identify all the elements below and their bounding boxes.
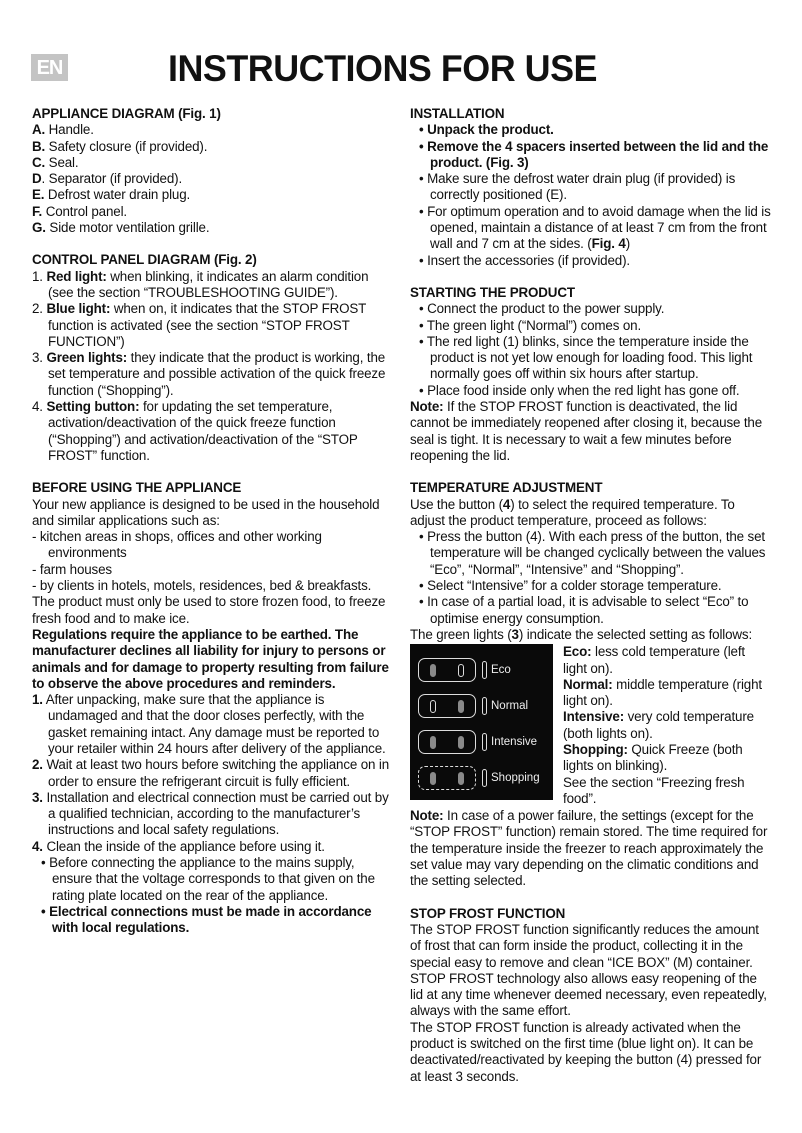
item-bold-ref: 4 — [502, 496, 511, 512]
item-label: G. — [32, 220, 46, 236]
page-title: INSTRUCTIONS FOR USE — [168, 48, 597, 89]
list-item — [410, 139, 772, 172]
item-text: Connect the product to the power supply. — [427, 301, 665, 317]
thermometer-icon — [482, 661, 487, 679]
paragraph — [410, 922, 772, 1020]
item-label: E. — [32, 187, 45, 203]
list-marker: • — [419, 529, 428, 545]
list-item — [32, 790, 394, 839]
list-item — [410, 334, 772, 383]
panel-row-normal — [410, 688, 553, 724]
list-marker: • — [419, 382, 428, 398]
setting-text: middle temperature (right light on). — [563, 676, 762, 709]
item-bold-ref: 3 — [511, 626, 519, 642]
item-text: ) — [625, 236, 631, 252]
list-marker: • — [419, 333, 427, 349]
green-light-icon — [430, 772, 436, 785]
light-pair — [418, 766, 476, 790]
green-lights-legend — [410, 644, 772, 807]
item-label: Blue light: — [46, 301, 111, 317]
item-text: Use the button ( — [410, 496, 503, 512]
list-item — [410, 171, 772, 204]
item-text: Regulations require the appliance to be earthed. The manufacturer declines all liability for injury to persons or animals and for damage to property resulting from failure to observe the above procedures and reminders. — [32, 626, 389, 691]
list-item — [32, 529, 394, 562]
item-text: Unpack the product. — [427, 122, 554, 138]
list-item — [410, 383, 772, 399]
list-marker: • — [419, 203, 428, 219]
item-text: . Separator (if provided). — [41, 171, 183, 187]
item-text: The red light (1) blinks, since the temperature inside the product is not yet low enough for loading food. This light normally goes off within six hours after startup. — [426, 333, 753, 382]
item-text: For optimum operation and to avoid damage when the lid is opened, maintain a distance of at least 7 cm from the front wall and 7 cm at the sides. ( — [427, 203, 771, 252]
item-label: C. — [32, 154, 46, 170]
paragraph — [410, 627, 772, 643]
item-text: Side motor ventilation grille. — [45, 220, 210, 236]
list-item — [32, 350, 394, 399]
item-text: Seal. — [45, 154, 79, 170]
section-heading: BEFORE USING THE APPLIANCE — [32, 480, 242, 496]
setting-name: Shopping: — [563, 741, 628, 757]
section-heading: APPLIANCE DIAGRAM (Fig. 1) — [32, 106, 221, 121]
light-pair — [418, 658, 476, 682]
setting-description — [563, 709, 772, 742]
list-item — [410, 578, 772, 594]
list-item — [32, 904, 394, 937]
setting-description — [563, 677, 772, 710]
item-text: Handle. — [45, 122, 94, 138]
item-label: Note: — [410, 399, 444, 415]
list-item — [32, 187, 394, 203]
paragraph — [410, 1020, 772, 1085]
list-item — [410, 204, 772, 253]
setting-name: Intensive: — [563, 709, 625, 725]
list-item — [32, 562, 394, 578]
item-text: In case of a partial load, it is advisable to select “Eco” to optimise energy consumption. — [427, 594, 749, 626]
item-text: farm houses — [39, 561, 112, 577]
item-label: 1. — [32, 692, 43, 708]
panel-label: Intensive — [491, 736, 538, 749]
item-text: by clients in hotels, motels, residences, bed & breakfasts. — [39, 578, 372, 594]
item-text: In case of a power failure, the settings (except for the “STOP FROST” function) remain stored. The time required for the temperature inside the freezer to reach approximately the set value may vary depending on the climatic conditions and the setting selected. — [410, 808, 768, 889]
section-heading: STOP FROST FUNCTION — [410, 905, 566, 921]
item-label: D — [32, 171, 42, 187]
item-text: Safety closure (if provided). — [45, 138, 208, 154]
list-item — [32, 855, 394, 904]
setting-description — [563, 644, 772, 677]
green-light-icon — [458, 700, 464, 713]
item-text: Your new appliance is designed to be used in the household and similar applications such as: — [32, 496, 380, 528]
language-badge: EN — [31, 54, 68, 81]
green-light-icon — [458, 772, 464, 785]
list-marker: • — [419, 171, 428, 187]
list-marker: • — [41, 855, 50, 871]
item-label: Setting button: — [46, 399, 140, 415]
see-section-note: See the section “Freezing fresh food”. — [563, 774, 745, 806]
item-text: Select “Intensive” for a colder storage temperature. — [427, 578, 722, 594]
item-label: A. — [32, 122, 46, 138]
item-text: The product must only be used to store frozen food, to freeze fresh food and to make ice. — [32, 594, 386, 626]
item-label: Note: — [410, 808, 444, 824]
item-label: Green lights: — [46, 350, 128, 366]
list-marker: 2. — [32, 301, 47, 317]
list-marker: 3. — [32, 350, 47, 366]
list-item — [410, 594, 772, 627]
item-text: Clean the inside of the appliance before using it. — [42, 838, 325, 854]
item-bold-ref: Fig. 4 — [591, 236, 626, 252]
item-text: Place food inside only when the red light has gone off. — [427, 382, 740, 398]
paragraph — [410, 497, 772, 530]
list-item — [410, 122, 772, 138]
list-item — [410, 318, 772, 334]
green-light-icon — [458, 736, 464, 749]
panel-row-intensive — [410, 724, 553, 760]
item-text: The green lights ( — [410, 626, 512, 642]
item-label: 2. — [32, 757, 43, 773]
item-text: ) indicate the selected setting as follows: — [518, 626, 753, 642]
list-item — [32, 301, 394, 350]
green-light-icon — [430, 736, 436, 749]
list-item — [32, 578, 394, 594]
item-text: Insert the accessories (if provided). — [427, 252, 630, 268]
panel-label: Eco — [491, 664, 511, 677]
item-text: when blinking, it indicates an alarm condition (see the section “TROUBLESHOOTING GUIDE”). — [48, 268, 369, 300]
section-heading: INSTALLATION — [410, 106, 505, 121]
list-item — [32, 122, 394, 138]
paragraph — [32, 497, 394, 530]
setting-text: Quick Freeze (both lights on blinking). — [563, 741, 743, 774]
paragraph — [410, 808, 772, 889]
thermometer-icon — [482, 697, 487, 715]
list-item — [32, 139, 394, 155]
right-top — [410, 106, 772, 643]
light-pair — [418, 694, 476, 718]
green-light-icon — [458, 664, 464, 677]
list-item — [32, 155, 394, 171]
panel-row-eco — [410, 652, 553, 688]
item-label: F. — [32, 203, 43, 219]
item-text: Electrical connections must be made in accordance with local regulations. — [49, 903, 372, 936]
panel-label: Normal — [491, 700, 529, 713]
thermometer-icon — [482, 769, 487, 787]
item-text: Installation and electrical connection must be carried out by a qualified technician, according to the manufacturer’s instructions and local safety regulations. — [42, 789, 389, 838]
setting-text: less cold temperature (left light on). — [563, 644, 746, 676]
item-text: Before connecting the appliance to the mains supply, ensure that the voltage corresponds to that given on the rating plate located on the rear of the appliance. — [49, 855, 375, 903]
list-marker: • — [419, 301, 428, 317]
list-marker: • — [419, 317, 427, 333]
list-item — [32, 204, 394, 220]
item-label: Red light: — [46, 268, 107, 284]
item-text: The green light (“Normal”) comes on. — [426, 317, 642, 333]
list-marker: • — [419, 138, 428, 154]
section-heading: TEMPERATURE ADJUSTMENT — [410, 480, 603, 496]
item-text: Make sure the defrost water drain plug (if provided) is correctly positioned (E). — [427, 171, 736, 203]
green-light-icon — [430, 700, 436, 713]
list-item — [32, 757, 394, 790]
item-text: kitchen areas in shops, offices and other working environments — [39, 529, 322, 561]
list-item — [410, 253, 772, 269]
item-label: 4. — [32, 838, 43, 854]
setting-description — [563, 742, 772, 775]
list-item — [32, 220, 394, 236]
list-item — [410, 301, 772, 317]
panel-row-shopping — [410, 760, 553, 796]
setting-name: Normal: — [563, 676, 613, 692]
list-item — [32, 171, 394, 187]
item-label: B. — [32, 138, 46, 154]
item-text: for updating the set temperature, activation/deactivation of the quick freeze function (“Shopping”) and activation/deactivation of the “STOP FROST” function. — [48, 399, 358, 463]
item-text: The STOP FROST function significantly reduces the amount of frost that can form inside the product, collecting it in the special easy to remove and clean “ICE BOX” (M) container. STOP FROST technology also allows easy reopening of the lid at any time whenever deemed necessary, even repeatedly, always with the same effort. — [410, 921, 767, 1019]
list-marker: 4. — [32, 399, 47, 415]
item-text: The STOP FROST function is already activated when the product is switched on the first time (blue light on). It can be deactivated/reactivated by keeping the button (4) pressed for at least 3 seconds. — [410, 1019, 762, 1084]
setting-name: Eco: — [563, 644, 592, 660]
list-item — [410, 529, 772, 578]
list-marker: • — [419, 578, 428, 594]
item-text: If the STOP FROST function is deactivated, the lid cannot be immediately reopened after closing it, because the seal is tight. It is necessary to wait a few minutes before reopening the lid. — [410, 399, 763, 463]
item-text: Control panel. — [42, 203, 127, 219]
item-text: when on, it indicates that the STOP FROST function is activated (see the section “STOP FROST FUNCTION”) — [48, 301, 366, 349]
item-text: Defrost water drain plug. — [44, 187, 191, 203]
list-marker: • — [41, 903, 50, 919]
panel-label: Shopping — [491, 772, 540, 785]
light-pair — [418, 730, 476, 754]
item-text: After unpacking, make sure that the appliance is undamaged and that the door closes perfectly, with the gasket remaining intact. Any damage must be reported to your retailer within 24 hours after delivery of the appliance. — [42, 692, 386, 756]
list-marker: 1. — [32, 268, 47, 284]
list-marker: • — [419, 252, 428, 268]
control-panel-illustration — [410, 644, 553, 800]
item-text: Wait at least two hours before switching the appliance on in order to ensure the refrigerant circuit is fully efficient. — [42, 757, 390, 789]
list-item — [32, 692, 394, 757]
list-marker: - — [32, 561, 40, 577]
item-text: they indicate that the product is working, the set temperature and possible activation of the quick freeze function (“Shopping”). — [48, 350, 386, 398]
green-light-icon — [430, 664, 436, 677]
paragraph — [410, 399, 772, 464]
item-text: Remove the 4 spacers inserted between the lid and the product. (Fig. 3) — [427, 138, 769, 170]
list-item — [32, 399, 394, 464]
list-marker: • — [419, 122, 428, 138]
right-bottom — [410, 808, 772, 1085]
list-marker: - — [32, 529, 40, 545]
section-heading: STARTING THE PRODUCT — [410, 284, 575, 300]
paragraph — [32, 594, 394, 627]
item-text: ) to select the required temperature. To adjust the product temperature, proceed as follows: — [410, 496, 735, 528]
setting-text: very cold temperature (both lights on). — [563, 709, 754, 741]
paragraph — [32, 627, 394, 692]
list-marker: - — [32, 578, 40, 594]
thermometer-icon — [482, 733, 487, 751]
item-label: 3. — [32, 789, 43, 805]
list-marker: • — [419, 594, 428, 610]
list-item — [32, 839, 394, 855]
right-column — [410, 106, 772, 1085]
settings-legend-text — [563, 644, 772, 807]
item-text: Press the button (4). With each press of the button, the set temperature will be changed cyclically between the values “Eco”, “Normal”, “Intensive” and “Shopping”. — [427, 529, 766, 577]
list-item — [32, 269, 394, 302]
left-column — [32, 106, 394, 937]
section-heading: CONTROL PANEL DIAGRAM (Fig. 2) — [32, 252, 257, 268]
